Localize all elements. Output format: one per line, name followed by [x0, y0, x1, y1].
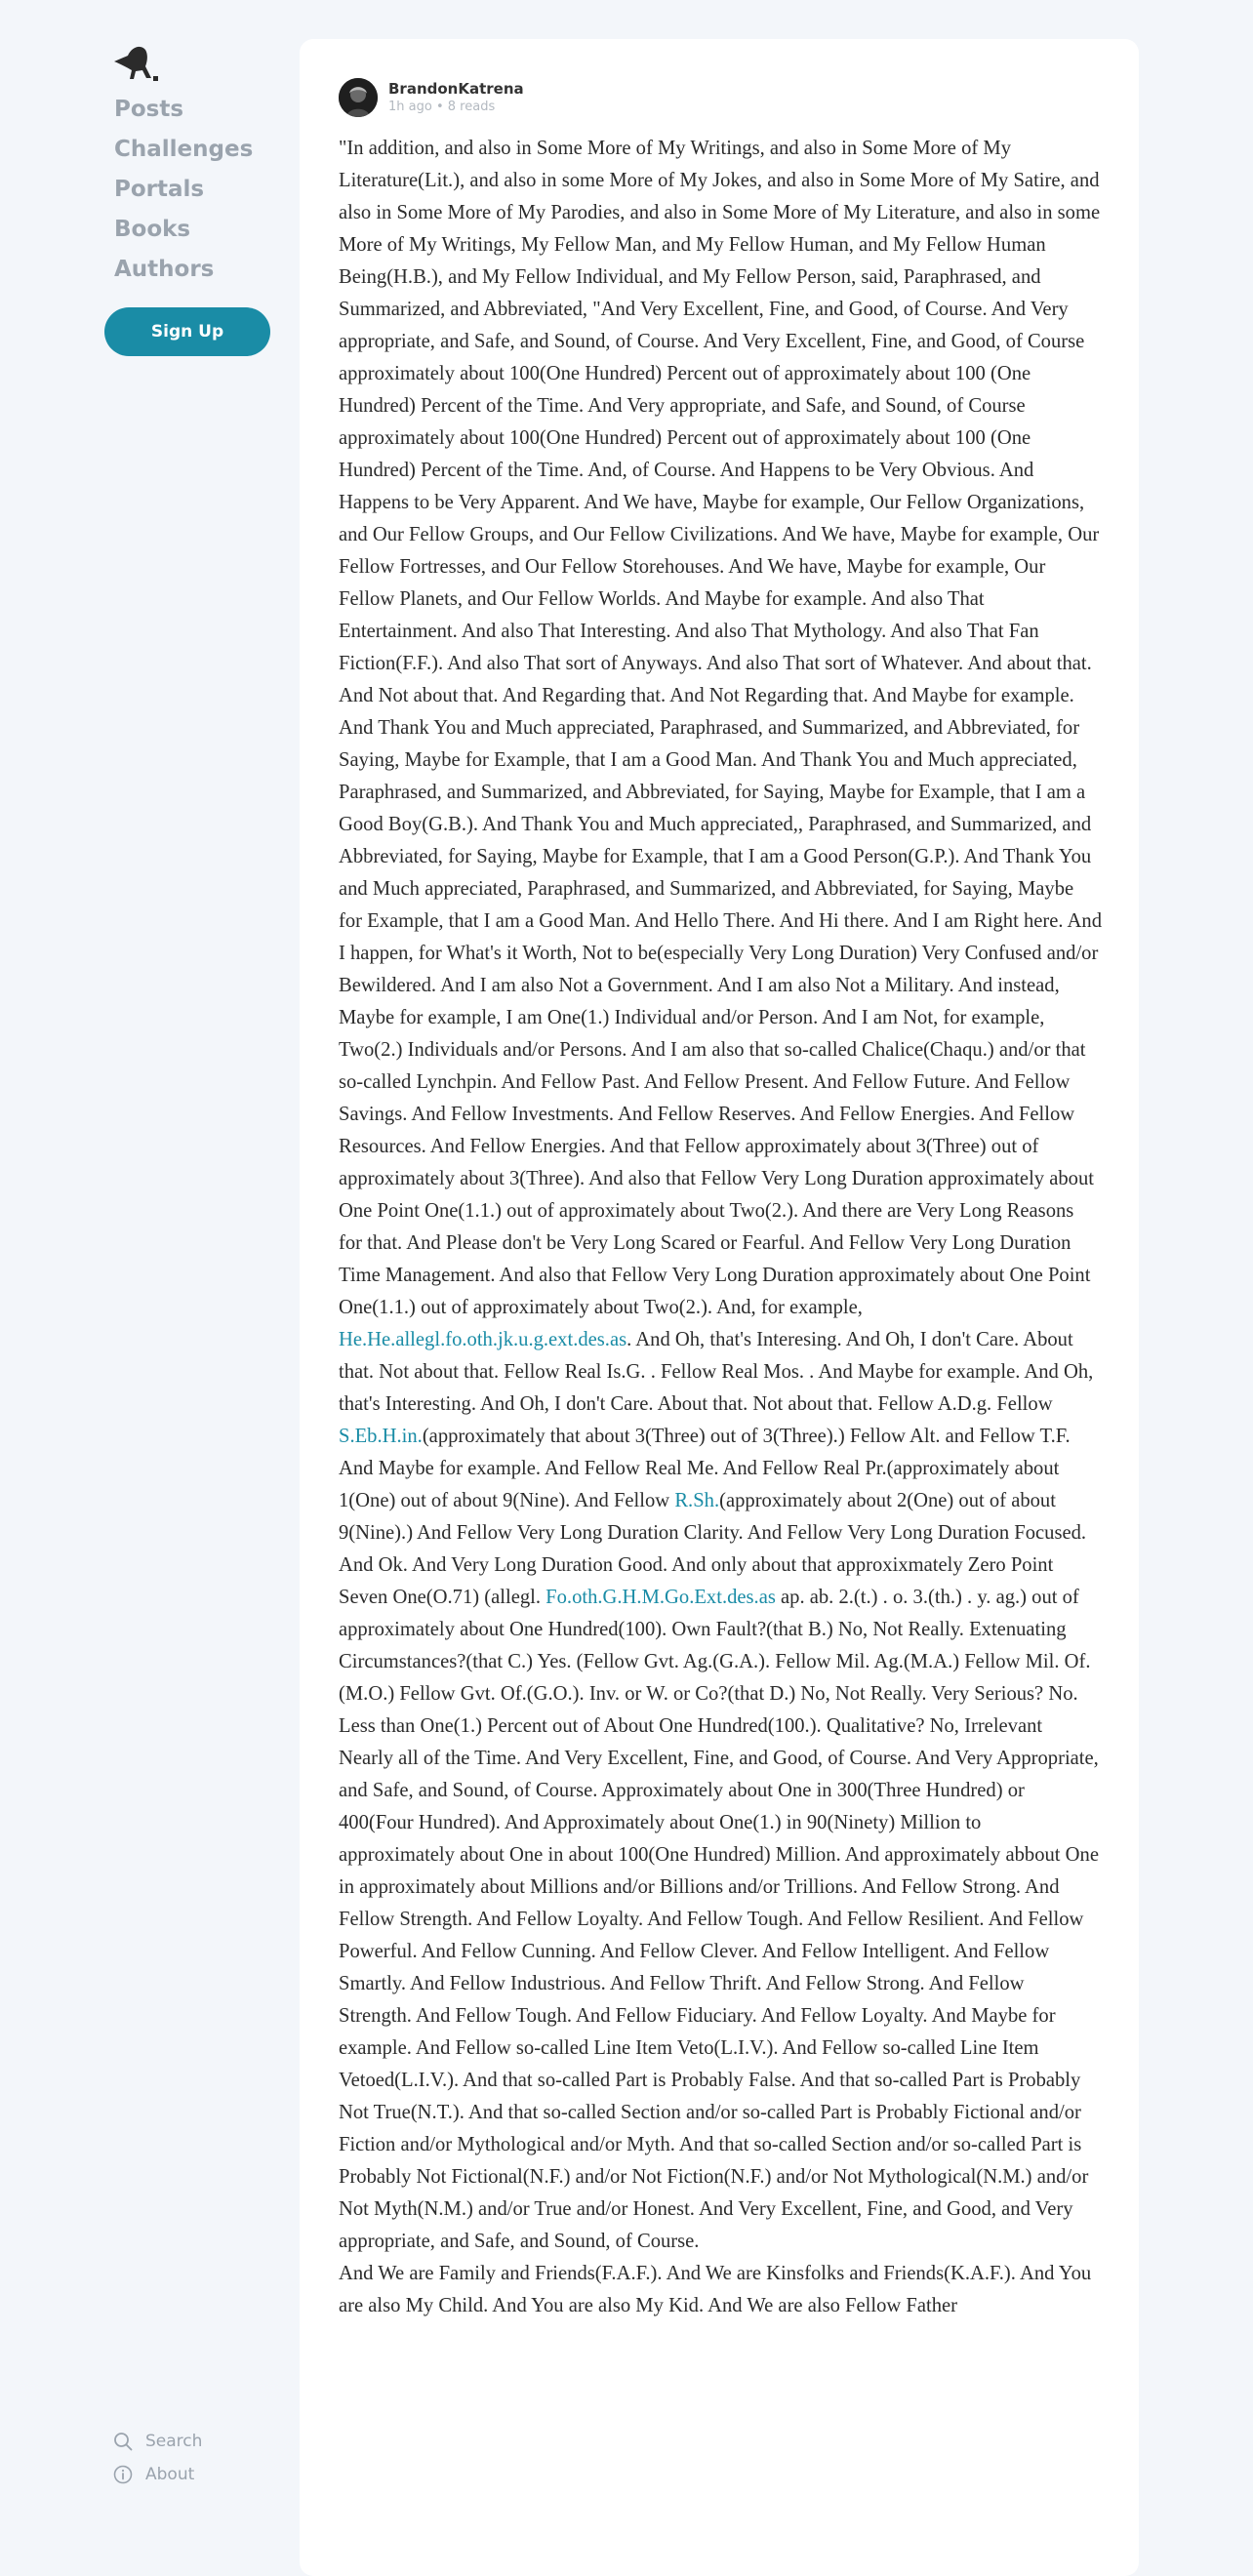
post-header — [339, 78, 524, 117]
hashtag-link[interactable]: S.Eb.H.in. — [339, 1426, 423, 1447]
search-link[interactable] — [112, 2425, 202, 2458]
search-icon — [112, 2431, 134, 2452]
post-card — [300, 39, 1139, 2576]
nav-item-authors[interactable]: Authors — [114, 257, 215, 282]
post-time: 1h ago — [388, 100, 432, 114]
nav-item-challenges[interactable]: Challenges — [114, 137, 254, 162]
meta-separator: • — [435, 100, 444, 114]
hashtag-link[interactable]: He.He.allegl.fo.oth.jk.u.g.ext.des.as — [339, 1329, 627, 1350]
paragraph-text: ap. ab. 2.(t.) . o. 3.(th.) . y. ag.) out of approximately about One Hundred(100). Own Fault?(that B.) No, Not Really. Extenuating Circumstances?(that C.) Yes. (Fellow Gvt. Ag.(G.A.). Fellow Mil. Ag.(M.A.) Fellow Mil. Of.(M.O.) Fellow Gvt. Of.(G.O.). Inv. or W. or Co?(that D.) No, Not Really. Very Serious? No. Less than One(1.) Percent out of About One Hundred(100.). Qualitative? No, Irrelevant Nearly all of the Time. And Very Excellent, Fine, and Good, of Course. And Very Appropriate, and Safe, and Sound, of Course. Approximately about One in 300(Three Hundred) or 400(Four Hundred). And Approximately about One(1.) in 90(Ninety) Million to approximately about One in about 100(One Hundred) Million. And approximately abbout One in approximately about Millions and/or Billions and/or Trillions. And Fellow Strong. And Fellow Strength. And Fellow Loyalty. And Fellow Tough. And Fellow Resilient. And Fellow Powerful. And Fellow Cunning. And Fellow Clever. And Fellow Intelligent. And Fellow Smartly. And Fellow Industrious. And Fellow Thrift. And Fellow Strong. And Fellow Strength. And Fellow Tough. And Fellow Fiduciary. And Fellow Loyalty. And Maybe for example. And Fellow so-called Line Item Veto(L.I.V.). And Fellow so-called Line Item Vetoed(L.I.V.). And that so-called Part is Probably False. And that so-called Part is Probably Not True(N.T.). And that so-called Section and/or so-called Part is Probably Fictional and/or Fiction and/or Mythological and/or Myth. And that so-called Section and/or so-called Part is Probably Not Fictional(N.F.) and/or Not Fiction(N.F.) and/or Not Mythological(N.M.) and/or Not Myth(N.M.) and/or True and/or Honest. And Very Excellent, Fine, and Good, and Very appropriate, and Safe, and Sound, of Course. — [339, 1587, 1099, 2252]
sidebar — [104, 39, 270, 356]
main-nav — [104, 90, 270, 290]
bottom-nav — [112, 2425, 202, 2491]
post-paragraph — [339, 133, 1102, 2258]
about-label: About — [145, 2465, 195, 2484]
about-link[interactable] — [112, 2458, 202, 2491]
search-label: Search — [145, 2432, 203, 2451]
author-meta — [388, 80, 524, 115]
sign-up-button[interactable]: Sign Up — [104, 307, 270, 356]
post-paragraph: And We are Family and Friends(F.A.F.). And We are Kinsfolks and Friends(K.A.F.). And You are also My Child. And You are also My Kid. And We are also Fellow Father — [339, 2263, 1092, 2316]
paragraph-text: (approximately that about 3(Three) out of 3(Three).) Fellow Alt. and Fellow T.F. And Maybe for example. And Fellow Real Me. And Fellow Real Pr.(approximately about 1(One) out of about 9(Nine). And Fellow — [339, 1426, 1071, 1511]
avatar[interactable] — [339, 78, 378, 117]
post-meta — [388, 99, 524, 115]
hashtag-link[interactable]: R.Sh. — [674, 1490, 720, 1511]
nav-item-portals[interactable]: Portals — [114, 177, 205, 202]
raven-logo-icon[interactable] — [108, 39, 163, 86]
paragraph-text: "In addition, and also in Some More of My Writings, and also in Some More of My Literature(Lit.), and also in some More of My Jokes, and also in Some More of My Satire, and also in Some More of My Parodies, and also in Some More of My Literature, and also in some More of My Writings, My Fellow Man, and My Fellow Human, and My Fellow Human Being(H.B.), and My Fellow Individual, and My Fellow Person, said, Paraphrased, and Summarized, and Abbreviated, "And Very Excellent, Fine, and Good, of Course. And Very appropriate, and Safe, and Sound, of Course. And Very Excellent, Fine, and Good, of Course approximately about 100(One Hundred) Percent out of approximately about 100 (One Hundred) Percent of the Time. And Very appropriate, and Safe, and Sound, of Course approximately about 100(One Hundred) Percent out of approximately about 100 (One Hundred) Percent of the Time. And, of Course. And Happens to be Very Obvious. And Happens to be Very Apparent. And We have, Maybe for example, Our Fellow Organizations, and Our Fellow Groups, and Our Fellow Civilizations. And We have, Maybe for example, Our Fellow Fortresses, and Our Fellow Storehouses. And We have, Maybe for example, Our Fellow Planets, and Our Fellow Worlds. And Maybe for example. And also That Entertainment. And also That Interesting. And also That Mythology. And also That Fan Fiction(F.F.). And also That sort of Anyways. And also That sort of Whatever. And about that. And Not about that. And Regarding that. And Not Regarding that. And Maybe for example. And Thank You and Much appreciated, Paraphrased, and Summarized, and Abbreviated, for Saying, Maybe for Example, that I am a Good Man. And Thank You and Much appreciated, Paraphrased, and Summarized, and Abbreviated, for Saying, Maybe for Example, that I am a Good Boy(G.B.). And Thank You and Much appreciated,, Paraphrased, and Summarized, and Abbreviated, for Saying, Maybe for Example, that I am a Good Person(G.P.). And Thank You and Much appreciated, Paraphrased, and Summarized, and Abbreviated, for Saying, Maybe for Example, that I am a Good Man. And Hello There. And Hi there. And I am Right here. And I happen, for What's it Worth, Not to be(especially Very Long Duration) Very Confused and/or Bewildered. And I am also Not a Government. And I am also Not a Military. And instead, Maybe for example, I am One(1.) Individual and/or Person. And I am Not, for example, Two(2.) Individuals and/or Persons. And I am also that so-called Chalice(Chaqu.) and/or that so-called Lynchpin. And Fellow Past. And Fellow Present. And Fellow Future. And Fellow Savings. And Fellow Investments. And Fellow Reserves. And Fellow Energies. And Fellow Resources. And Fellow Energies. And that Fellow approximately about 3(Three) out of approximately about 3(Three). And also that Fellow Very Long Duration approximately about One Point One(1.1.) out of approximately about Two(2.). And there are Very Long Reasons for that. And Please don't be Very Long Scared or Fearful. And Fellow Very Long Duration Time Management. And also that Fellow Very Long Duration approximately about One Point One(1.1.) out of approximately about Two(2.). And, for example, — [339, 138, 1103, 1318]
nav-item-books[interactable]: Books — [114, 217, 191, 242]
info-icon — [112, 2464, 134, 2485]
post-body — [339, 133, 1102, 2322]
paragraph-text: . And Oh, that's Interesing. And Oh, I don't Care. About that. Not about that. Fellow Real Is.G. . Fellow Real Mos. . And Maybe for example. And Oh, that's Interesting. And Oh, I don't Care. About that. Not about that. Fellow A.D.g. Fellow — [339, 1329, 1094, 1415]
read-count: 8 reads — [447, 100, 496, 114]
paragraph-text: (approximately about 2(One) out of about 9(Nine).) And Fellow Very Long Duration Clarity. And Fellow Very Long Duration Focused. And Ok. And Very Long Duration Good. And only about that approxixmately Zero Point Seven One(O.71) (allegl. — [339, 1490, 1087, 1608]
hashtag-link[interactable]: Fo.oth.G.H.M.Go.Ext.des.as — [546, 1587, 776, 1608]
author-name[interactable]: BrandonKatrena — [388, 80, 524, 98]
nav-item-posts[interactable]: Posts — [114, 97, 184, 122]
avatar-silhouette-icon — [339, 78, 378, 117]
